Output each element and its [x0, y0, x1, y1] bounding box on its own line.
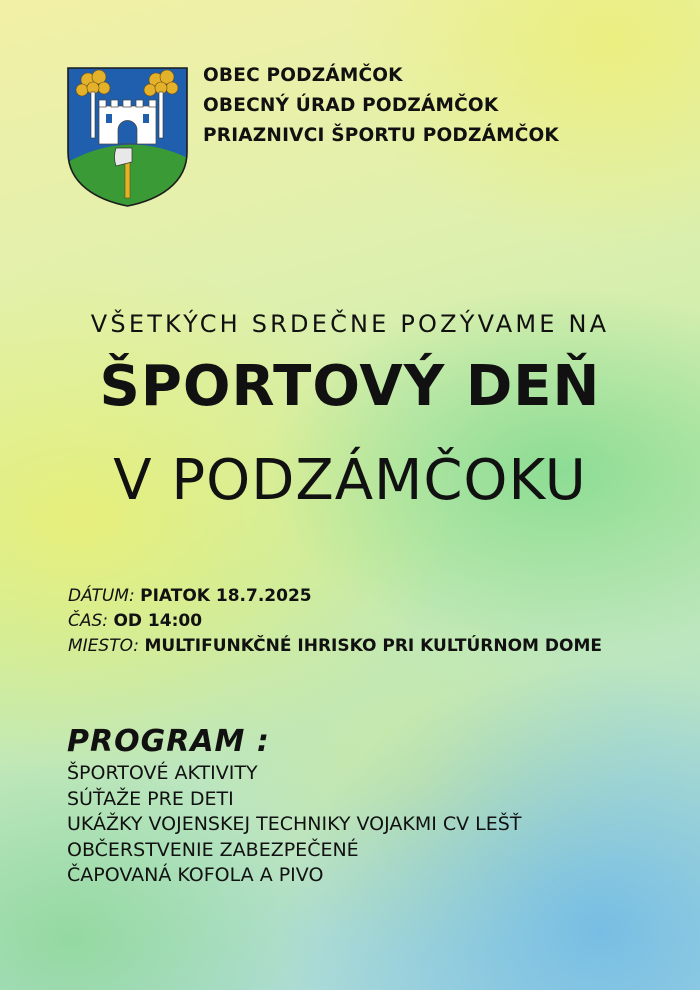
- place-label: MIESTO:: [68, 636, 140, 656]
- program-item: ŠPORTOVÉ AKTIVITY: [67, 762, 258, 784]
- date-value: PIATOK 18.7.2025: [140, 586, 312, 606]
- event-subtitle: V PODZÁMČOKU: [113, 448, 587, 513]
- organizer-sports-fans: PRIAZNIVCI ŠPORTU PODZÁMČOK: [203, 125, 559, 146]
- coat-of-arms-icon: [66, 66, 189, 208]
- date-label: DÁTUM:: [68, 586, 135, 606]
- date-row: [68, 584, 602, 609]
- event-title: ŠPORTOVÝ DEŇ: [99, 354, 601, 419]
- program-heading: PROGRAM :: [67, 724, 270, 759]
- organizer-office: OBECNÝ ÚRAD PODZÁMČOK: [203, 95, 499, 116]
- program-item: SÚŤAŽE PRE DETI: [67, 787, 234, 810]
- event-details: [68, 584, 602, 659]
- program-item: OBČERSTVENIE ZABEZPEČENÉ: [67, 838, 359, 861]
- program-item: UKÁŽKY VOJENSKEJ TECHNIKY VOJAKMI CV LEŠŤ: [67, 813, 522, 835]
- program-item: ČAPOVANÁ KOFOLA A PIVO: [67, 864, 324, 886]
- organizers: [203, 61, 559, 151]
- place-row: [68, 634, 602, 659]
- invitation-line: VŠETKÝCH SRDEČNE POZÝVAME NA: [90, 310, 610, 338]
- place-value: MULTIFUNKČNÉ IHRISKO PRI KULTÚRNOM DOME: [144, 636, 602, 656]
- time-row: [68, 609, 602, 634]
- time-label: ČAS:: [68, 611, 109, 631]
- organizer-municipality: OBEC PODZÁMČOK: [203, 65, 403, 86]
- program-section: [67, 723, 521, 889]
- time-value: OD 14:00: [113, 611, 203, 631]
